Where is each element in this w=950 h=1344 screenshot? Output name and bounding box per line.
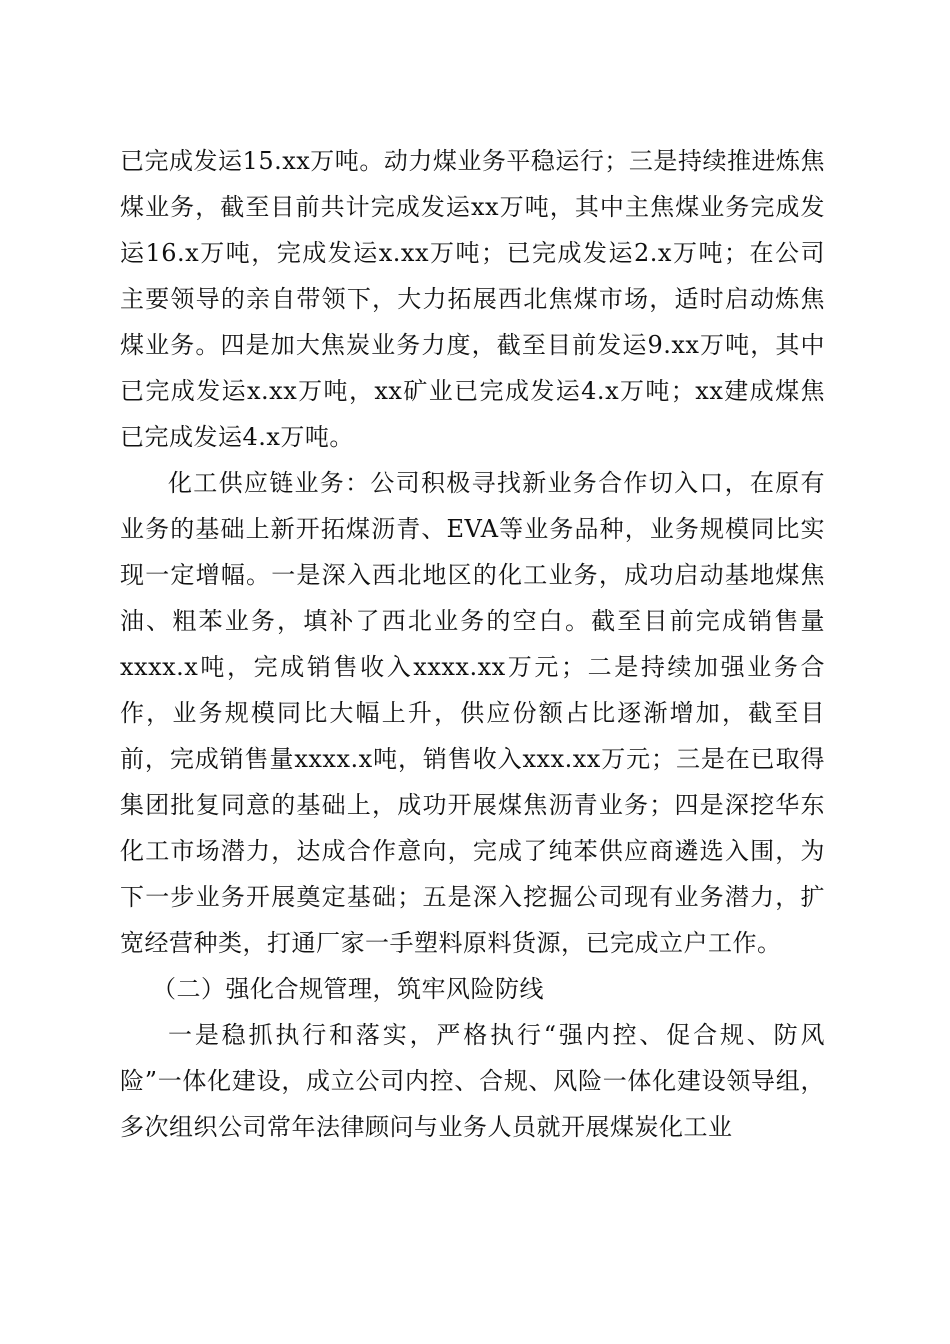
paragraph-coal-shipments: 已完成发运15.xx万吨。动力煤业务平稳运行；三是持续推进炼焦煤业务，截至目前共计完成发运xx万吨，其中主焦煤业务完成发运16.x万吨，完成发运x.xx万吨；已完成发运2.x万吨；在公司主要领导的亲自带领下，大力拓展西北焦煤市场，适时启动炼焦煤业务。四是加大焦炭业务力度，截至目前发运9.xx万吨，其中已完成发运x.xx万吨，xx矿业已完成发运4.x万吨；xx建成煤焦已完成发运4.x万吨。 [120,147,825,451]
document-body [120,138,825,1150]
section-heading-compliance: （二）强化合规管理，筑牢风险防线 [152,975,544,1003]
paragraph-chemical-supply-chain: 化工供应链业务：公司积极寻找新业务合作切入口，在原有业务的基础上新开拓煤沥青、EVA等业务品种，业务规模同比实现一定增幅。一是深入西北地区的化工业务，成功启动基地煤焦油、粗苯业务，填补了西北业务的空白。截至目前完成销售量xxxx.x吨，完成销售收入xxxx.xx万元；二是持续加强业务合作，业务规模同比大幅上升，供应份额占比逐渐增加，截至目前，完成销售量xxxx.x吨，销售收入xxx.xx万元；三是在已取得集团批复同意的基础上，成功开展煤焦沥青业务；四是深挖华东化工市场潜力，达成合作意向，完成了纯苯供应商遴选入围，为下一步业务开展奠定基础；五是深入挖掘公司现有业务潜力，扩宽经营种类，打通厂家一手塑料原料货源，已完成立户工作。 [120,469,825,957]
paragraph-compliance-execution: 一是稳抓执行和落实，严格执行“强内控、促合规、防风险”一体化建设，成立公司内控、合规、风险一体化建设领导组，多次组织公司常年法律顾问与业务人员就开展煤炭化工业 [120,1021,825,1141]
